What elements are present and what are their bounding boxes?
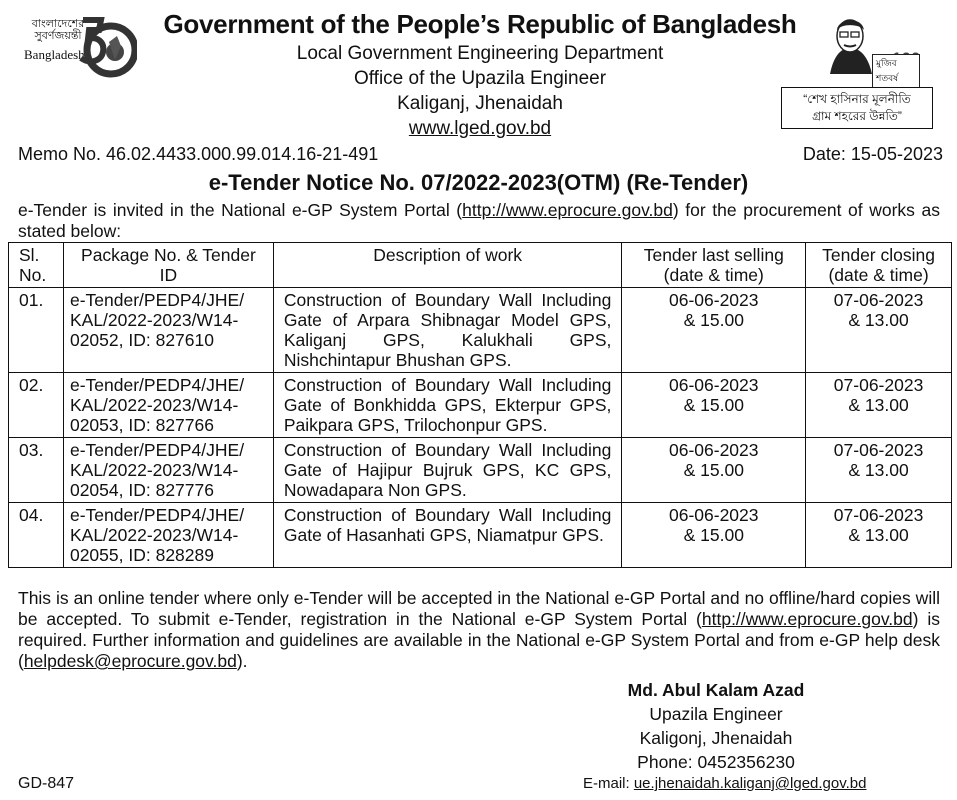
office-location: Kaliganj, Jhenaidah bbox=[397, 93, 563, 114]
fifty-emblem-icon bbox=[75, 12, 137, 82]
eprocure-link[interactable]: http://www.eprocure.gov.bd bbox=[462, 200, 673, 220]
website-link[interactable]: www.lged.gov.bd bbox=[408, 118, 552, 139]
gd-number: GD-847 bbox=[18, 775, 75, 792]
closing-time: & 13.00 bbox=[848, 460, 909, 480]
footer-text-3: ). bbox=[236, 651, 248, 671]
memo-number: Memo No. 46.02.4433.000.99.014.16-21-491 bbox=[18, 144, 379, 164]
helpdesk-email-link[interactable]: helpdesk@eprocure.gov.bd bbox=[23, 651, 237, 671]
closing-time: & 13.00 bbox=[848, 395, 909, 415]
cell-package: e-Tender/PEDP4/JHE/ KAL/2022-2023/W14-02055, ID: 828289 bbox=[63, 503, 273, 568]
selling-time: & 15.00 bbox=[683, 525, 744, 545]
notice-date: Date: 15-05-2023 bbox=[802, 144, 943, 164]
cell-sl: 01. bbox=[9, 288, 64, 373]
cell-selling bbox=[622, 373, 806, 438]
instructions-paragraph bbox=[18, 588, 940, 672]
signatory-designation: Upazila Engineer bbox=[649, 704, 783, 724]
slogan-line-1: “শেখ হাসিনার মূলনীতি bbox=[803, 92, 911, 106]
signatory-phone: Phone: 0452356230 bbox=[637, 752, 795, 772]
signatory-place: Kaligonj, Jhenaidah bbox=[639, 728, 793, 748]
selling-date: 06-06-2023 bbox=[668, 505, 759, 525]
office-name: Office of the Upazila Engineer bbox=[353, 68, 607, 89]
cell-sl: 03. bbox=[9, 438, 64, 503]
table-row bbox=[9, 503, 952, 568]
intro-paragraph bbox=[18, 200, 940, 242]
header-selling: Tender last selling (date & time) bbox=[622, 243, 806, 288]
footer-text-1: This is an online tender where only e-Tender will be accepted in the National e-GP Portal and no offline/hard copies will be accepted. To submit e-Tender, registration in the National e-GP System Portal ( bbox=[18, 588, 940, 629]
header-package: Package No. & Tender ID bbox=[63, 243, 273, 288]
selling-date: 06-06-2023 bbox=[668, 440, 759, 460]
selling-time: & 15.00 bbox=[683, 310, 744, 330]
cell-sl: 04. bbox=[9, 503, 64, 568]
cell-package: e-Tender/PEDP4/JHE/ KAL/2022-2023/W14-02052, ID: 827610 bbox=[63, 288, 273, 373]
notice-title: e-Tender Notice No. 07/2022-2023(OTM) (Re-Tender) bbox=[208, 170, 749, 195]
header-description: Description of work bbox=[273, 243, 622, 288]
mujib-badge: মুজিব শতবর্ষ bbox=[872, 54, 920, 88]
closing-date: 07-06-2023 bbox=[833, 440, 924, 460]
cell-description: Construction of Boundary Wall Including Gate of Bonkhidda GPS, Ekterpur GPS, Paikpara GPS, Trilochonpur GPS. bbox=[273, 373, 622, 438]
footer-text-2: ) is required. Further information and guidelines are available in the National e-GP System Portal and from e-GP help desk ( bbox=[18, 609, 940, 671]
cell-description: Construction of Boundary Wall Including Gate of Hasanhati GPS, Niamatpur GPS. bbox=[273, 503, 622, 568]
cell-package: e-Tender/PEDP4/JHE/ KAL/2022-2023/W14-02054, ID: 827776 bbox=[63, 438, 273, 503]
golden-jubilee-logo bbox=[20, 12, 140, 84]
selling-date: 06-06-2023 bbox=[668, 375, 759, 395]
signatory-email-line bbox=[583, 775, 866, 792]
selling-date: 06-06-2023 bbox=[668, 290, 759, 310]
closing-date: 07-06-2023 bbox=[833, 375, 924, 395]
table-header-row bbox=[9, 243, 952, 288]
table-row bbox=[9, 288, 952, 373]
cell-selling bbox=[622, 503, 806, 568]
cell-selling bbox=[622, 288, 806, 373]
cell-selling bbox=[622, 438, 806, 503]
header-sl: Sl. No. bbox=[9, 243, 64, 288]
logo-bangla-text: বাংলাদেশের সুবর্ণজয়ন্তী bbox=[31, 18, 85, 42]
table-row bbox=[9, 438, 952, 503]
selling-time: & 15.00 bbox=[683, 460, 744, 480]
intro-text-before: e-Tender is invited in the National e-GP System Portal ( bbox=[18, 200, 463, 220]
government-title: Government of the People’s Republic of Bangladesh bbox=[163, 9, 797, 39]
selling-time: & 15.00 bbox=[683, 395, 744, 415]
email-label: E-mail: bbox=[583, 775, 634, 792]
table-row bbox=[9, 373, 952, 438]
cell-package: e-Tender/PEDP4/JHE/ KAL/2022-2023/W14-02053, ID: 827766 bbox=[63, 373, 273, 438]
closing-date: 07-06-2023 bbox=[833, 290, 924, 310]
cell-closing bbox=[806, 503, 952, 568]
closing-time: & 13.00 bbox=[848, 310, 909, 330]
header-closing: Tender closing (date & time) bbox=[806, 243, 952, 288]
slogan-line-2: গ্রাম শহরের উন্নতি” bbox=[812, 109, 902, 123]
cell-closing bbox=[806, 288, 952, 373]
closing-time: & 13.00 bbox=[848, 525, 909, 545]
email-link[interactable]: ue.jhenaidah.kaliganj@lged.gov.bd bbox=[633, 775, 867, 792]
mujib-centenary-logo bbox=[820, 14, 920, 82]
cell-sl: 02. bbox=[9, 373, 64, 438]
signatory-name: Md. Abul Kalam Azad bbox=[627, 680, 805, 700]
closing-date: 07-06-2023 bbox=[833, 505, 924, 525]
cell-description: Construction of Boundary Wall Including Gate of Hajipur Bujruk GPS, KC GPS, Nowadapara Non GPS. bbox=[273, 438, 622, 503]
cell-closing bbox=[806, 373, 952, 438]
logo-country-text: Bangladesh bbox=[24, 47, 85, 62]
department-name: Local Government Engineering Department bbox=[296, 43, 664, 64]
cell-description: Construction of Boundary Wall Including Gate of Arpara Shibnagar Model GPS, Kaliganj GPS, Kalukhali GPS, Nishchintapur Bhushan GPS. bbox=[273, 288, 622, 373]
cell-closing bbox=[806, 438, 952, 503]
tender-table bbox=[8, 242, 952, 568]
eprocure-link-footer[interactable]: http://www.eprocure.gov.bd bbox=[701, 609, 913, 629]
intro-text-after: ) for the procurement of works as stated below: bbox=[18, 200, 940, 241]
